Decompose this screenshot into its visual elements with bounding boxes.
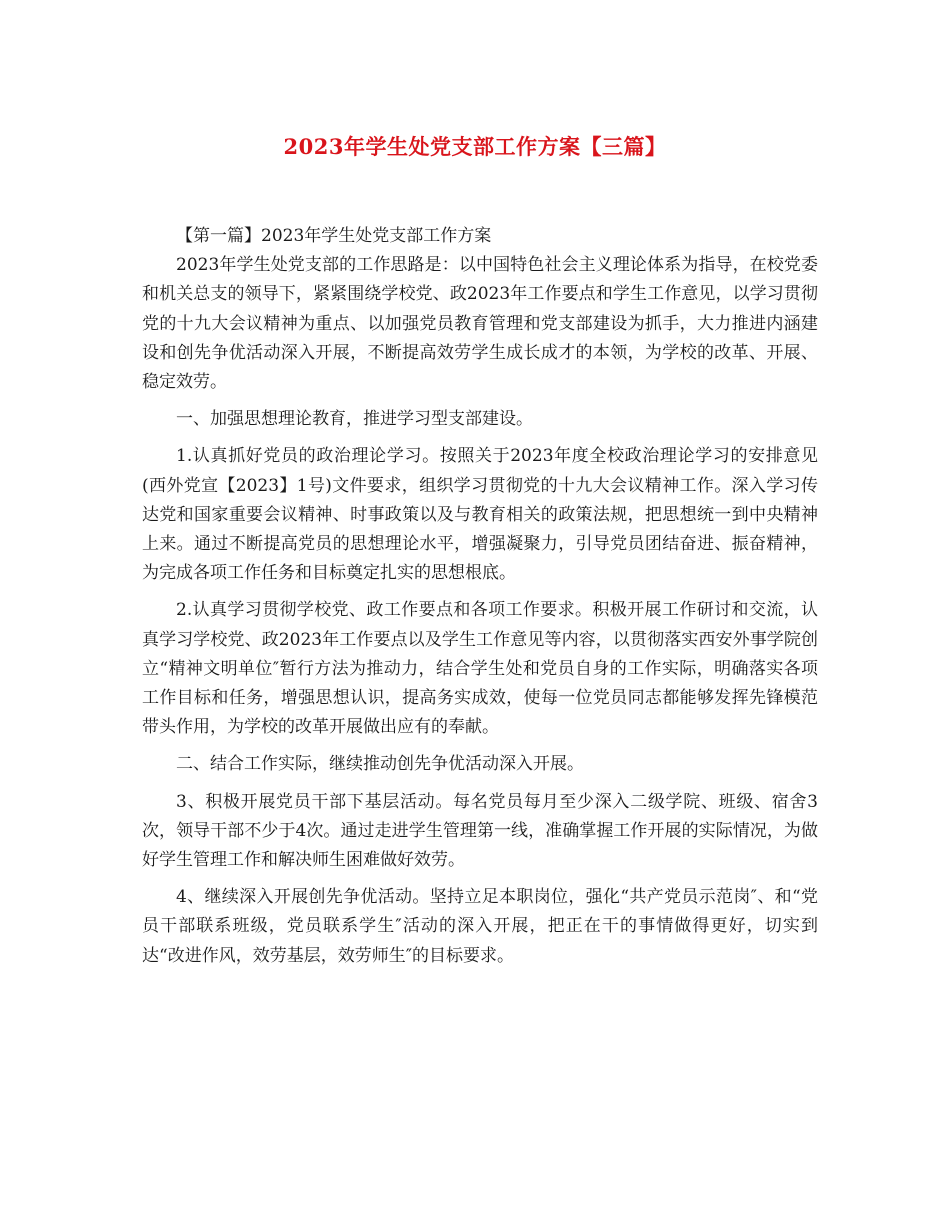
document-body — [142, 222, 818, 979]
paragraph-item-4: 4、继续深入开展创先争优活动。坚持立足本职岗位，强化“共产党员示范岗″、和“党员干部联系班级，党员联系学生″活动的深入开展，把正在干的事情做得更好，切实到达“改进作风，效劳基层，效劳师生″的目标要求。 — [142, 887, 818, 966]
paragraph-item-1: 1.认真抓好党员的政治理论学习。按照关于2023年度全校政治理论学习的安排意见(西外党宣【2023】1号)文件要求，组织学习贯彻党的十九大会议精神工作。深入学习传达党和国家重要会议精神、时事政策以及与教育相关的政策法规，把思想统一到中央精神上来。通过不断提高党员的思想理论水平，增强凝聚力，引导党员团结奋进、振奋精神，为完成各项工作任务和目标奠定扎实的思想根底。 — [142, 446, 818, 584]
paragraph-work-approach: 2023年学生处党支部的工作思路是：以中国特色社会主义理论体系为指导，在校党委和机关总支的领导下，紧紧围绕学校党、政2023年工作要点和学生工作意见，以学习贯彻党的十九大会议精神为重点、以加强党员教育管理和党支部建设为抓手，大力推进内涵建设和创先争优活动深入开展，不断提高效劳学生成长成才的本领，为学校的改革、开展、稳定效劳。 — [142, 255, 818, 393]
section-heading-first-article: 【第一篇】2023年学生处党支部工作方案 — [176, 226, 492, 246]
section-heading-two: 二、结合工作实际，继续推动创先争优活动深入开展。 — [176, 754, 584, 775]
section-heading-one: 一、加强思想理论教育，推进学习型支部建设。 — [176, 409, 533, 430]
paragraph-item-3: 3、积极开展党员干部下基层活动。每名党员每月至少深入二级学院、班级、宿舍3次，领导干部不少于4次。通过走进学生管理第一线，准确掌握工作开展的实际情况，为做好学生管理工作和解决师生困难做好效劳。 — [142, 791, 818, 871]
paragraph-item-2: 2.认真学习贯彻学校党、政工作要点和各项工作要求。积极开展工作研讨和交流，认真学习学校党、政2023年工作要点以及学生工作意见等内容，以贯彻落实西安外事学院创立“精神文明单位″暂行方法为推动力，结合学生处和党员自身的工作实际，明确落实各项工作目标和任务，增强思想认识，提高务实成效，使每一位党员同志都能够发挥先锋模范带头作用，为学校的改革开展做出应有的奉献。 — [142, 600, 818, 738]
document-title: 2023年学生处党支部工作方案【三篇】 — [283, 134, 667, 159]
